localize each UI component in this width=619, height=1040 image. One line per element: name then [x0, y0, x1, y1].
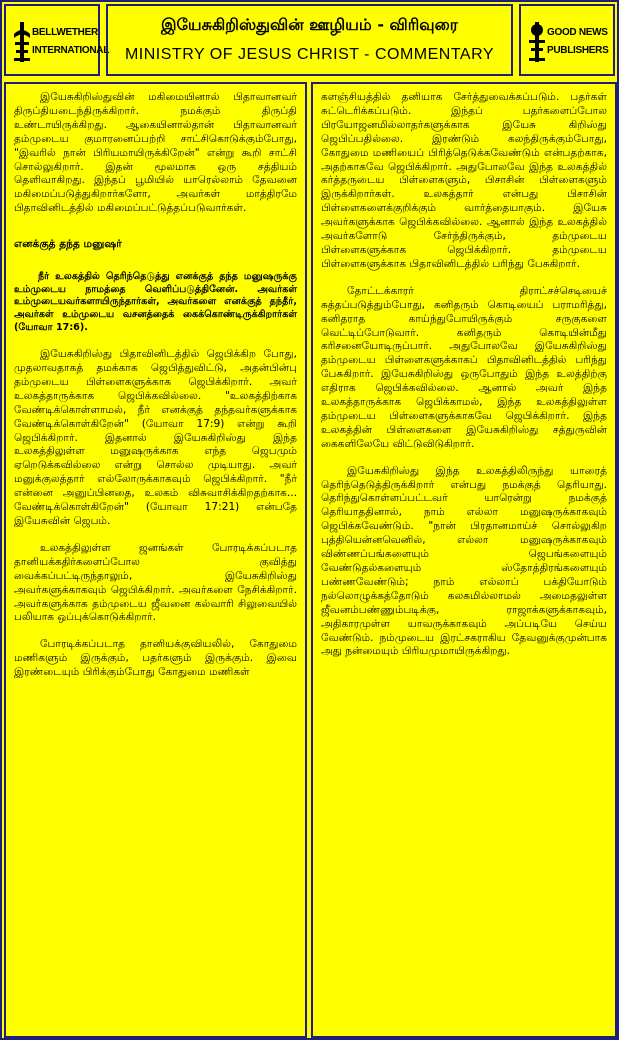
- right-column: [311, 82, 617, 1038]
- right-paragraph-2: தோட்டக்காரர் திராட்சச்செடியைச் சுத்தப்படுத்தும்போது, கனிதரும் கொடியைப் பராமரித்து, கனிதராத காய்ந்துபோயிருக்கும் சருகுகளை வெட்டிப்போடுவார். கனிதரும் கொடியின்மீது கரிசனையோடிருப்பார். அதுபோலவே இயேசுகிறிஸ்து தம்முடைய பிள்ளைகளுக்காகப் பிதாவினிடத்தில் பரிந்து பேசுகிறார். இயேசுகிறிஸ்து ஒருபோதும் இந்த உலத்திற்கு எதிராக ஜெபிக்கவில்லை. ஆனால் அவர் இந்த உலகத்தாருக்காக ஜெபிக்காமல், இந்த உலகத்திலுள்ள தம்முடைய பிள்ளைகளுக்காகவே ஜெபிக்கிறார். இந்த உலகத்தின் பிள்ளைகளை இயேசுகிறிஸ்து சத்துருவின் கைகளிலேயே விட்டுவிடுகிறார்.: [321, 284, 607, 450]
- good-news-logo-text: [547, 24, 608, 60]
- bellwether-logo: [4, 4, 110, 76]
- good-news-logo: [519, 4, 615, 76]
- lamp-icon: [527, 20, 547, 64]
- bellwether-logo-line1: BELLWETHER: [32, 27, 98, 38]
- left-paragraph-4: போரடிக்கப்படாத தானியக்குவியலில், கோதுமை மணிகளும் இருக்கும், பதர்களும் இருக்கும். இவை இரண்டையும் பிரிக்கும்போது கோதுமை மணிகள்: [14, 638, 297, 679]
- good-news-logo-line1: GOOD NEWS: [547, 27, 608, 38]
- left-column: [4, 82, 307, 1038]
- right-paragraph-3: இயேசுகிறிஸ்து இந்த உலகத்திலிருந்து யாரைத் தெரிந்தெடுத்திருக்கிறார் என்பது நமக்குத் தெரியாது. தெரிந்துகொள்ளப்பட்டவர் யாரென்று நமக்குத் தெரியாததினால், நாம் எல்லா மனுஷருக்காகவும் ஜெபிக்கவேண்டும். "நான் பிரதானமாய்ச் சொல்லுகிற புத்தியென்னவெனில், எல்லா மனுஷருக்காகவும் விண்ணப்பங்களையும் ஜெபங்களையும் வேண்டுதல்களையும் ஸ்தோத்திரங்களையும் பண்ணவேண்டும்; நாம் எல்லாப் பக்தியோடும் நல்லொழுக்கத்தோடும் கலகமில்லாமல் அமைதலுள்ள ஜீவனம்பண்ணும்படிக்கு, ராஜாக்களுக்காகவும், அதிகாரமுள்ள யாவருக்காகவும் அப்படியே செய்ய வேண்டும். நம்முடைய இரட்சகராகிய தேவனுக்குமுன்பாக அது நன்மையும் பிரியமுமாயிருக்கிறது.: [321, 464, 607, 658]
- ram-icon: [12, 20, 32, 64]
- good-news-logo-line2: PUBLISHERS: [547, 45, 609, 56]
- scripture-quote: நீர் உலகத்தில் தெரிந்தெடுத்து எனக்குத் தந்த மனுஷருக்கு உம்முடைய நாமத்தை வெளிப்படுத்தினேன். அவர்கள் உம்முடையவர்களாயிருந்தார்கள், அவர்களை எனக்குத் தந்தீர், அவர்கள் உம்முடைய வசனத்தைக் கைக்கொண்டிருக்கிறார்கள் (யோவா 17:6).: [14, 271, 297, 333]
- header: [2, 2, 617, 80]
- section-heading: எனக்குத் தந்த மனுஷர்: [14, 238, 122, 251]
- title-english: MINISTRY OF JESUS CHRIST - COMMENTARY: [124, 46, 495, 63]
- title-tamil: இயேசுகிறிஸ்துவின் ஊழியம் - விரிவுரை: [160, 15, 458, 34]
- left-paragraph-2: இயேசுகிறிஸ்து பிதாவினிடத்தில் ஜெபிக்கிற போது, முதலாவதாகத் தமக்காக ஜெபித்துவிட்டு, அதன்பின்பு தம்முடைய பிள்ளைகளுக்காக ஜெபிக்கிறார். அவர் உலகத்தாருக்காக ஜெபிக்கவில்லை. "உலகத்திற்காக வேண்டிக்கொள்ளாமல், நீர் எனக்குத் தந்தவர்களுக்காக வேண்டிக்கொள்கிறேன்" (யோவா 17:9) என்று கூறி ஜெபிக்கிறார். இதனால் இயேசுகிறிஸ்து இந்த உலகத்திலுள்ள மனுஷருக்காக எந்த ஜெபமும் ஏறெடுக்கவில்லை என்று சொல்ல முடியாது. அவர் மனுக்குலத்தார் எல்லோருக்காகவும் ஜெபிக்கிறார். "நீர் என்னை அனுப்பினதை, உலகம் விசுவாசிக்கிறதற்காக... வேண்டிக்கொள்கிறேன்" (யோவா 17:21) என்பதே இயேசுவின் ஜெபம்.: [14, 348, 297, 527]
- right-paragraph-1: களஞ்சியத்தில் தனியாக சேர்த்துவைக்கப்படும். பதர்கள் சுட்டெரிக்கப்படும். இந்தப் பதர்களைப்போல பிரயோஜனமில்லாதர்களுக்காக இயேசு கிறிஸ்து ஜெபிப்பதில்லை. இரண்டும் கலந்திருக்கும்போது, கோதுமை மணியைப் பிரித்தெடுக்கவேண்டும் என்பதற்காக, அதற்காகவே ஜெபிக்கிறார். அதுபோலவே இந்த உலகத்தில் கர்த்தருடைய பிள்ளைகளும், பிசாசின் பிள்ளைகளும் இருக்கிறார்கள். உலகத்தார் என்பது பிசாசின் பிள்ளைகளைக்குறிக்கும் வார்த்தையாகும். இயேசு அவர்களுக்காக ஜெபிக்கவில்லை. ஆனால் இந்த உலகத்தில் அவர்களோடு சேர்ந்திருக்கும், தம்முடைய பிள்ளைகளுக்காக ஜெபிக்கிறார். தம்முடைய பிள்ளைகளுக்காக பிதாவினிடத்தில் பரிந்து பேசுகிறார்.: [321, 91, 607, 270]
- bellwether-logo-text: [32, 24, 109, 60]
- left-paragraph-1: இயேசுகிறிஸ்துவின் மகிமையினால் பிதாவானவர் திருப்தியடைந்திருக்கிறார். நமக்கும் திருப்தி உண்டாயிருக்கிறது. ஆகையினால்தான் பிதாவானவர் தம்முடைய குமாரனைப்பற்றி சாட்சிகொடுக்கும்போது, "இவரில் நான் பிரியமாயிருக்கிறேன்" என்று கூறி சாட்சி சொல்லுகிறார். இதன் மூலமாக ஒரு சத்தியம் தெளிவாகிறது. இந்தப் பூமியில் யாரெல்லாம் தேவனை மகிமைப்படுத்துகிறார்களோ, அவர்கள் மாத்திரமே பிதாவினிடத்தில் மகிமைப்பட்டுத்தப்படுவார்கள்.: [14, 91, 297, 215]
- bellwether-logo-line2: INTERNATIONAL: [32, 45, 110, 56]
- title-box: [106, 4, 513, 76]
- left-paragraph-3: உலகத்திலுள்ள ஜனங்கள் போரடிக்கப்படாத தானியக்கதிர்களைப்போல குவித்து வைக்கப்பட்டிருந்தாலும், இயேசுகிறிஸ்து அவர்களுக்காகவும் ஜெபிக்கிறார். அவர்களை நேசிக்கிறார். அவர்களுக்காக தம்முடைய ஜீவனை கல்வாரி சிலுவையில் பலியாக ஒப்புக்கொடுக்கிறார்.: [14, 541, 297, 624]
